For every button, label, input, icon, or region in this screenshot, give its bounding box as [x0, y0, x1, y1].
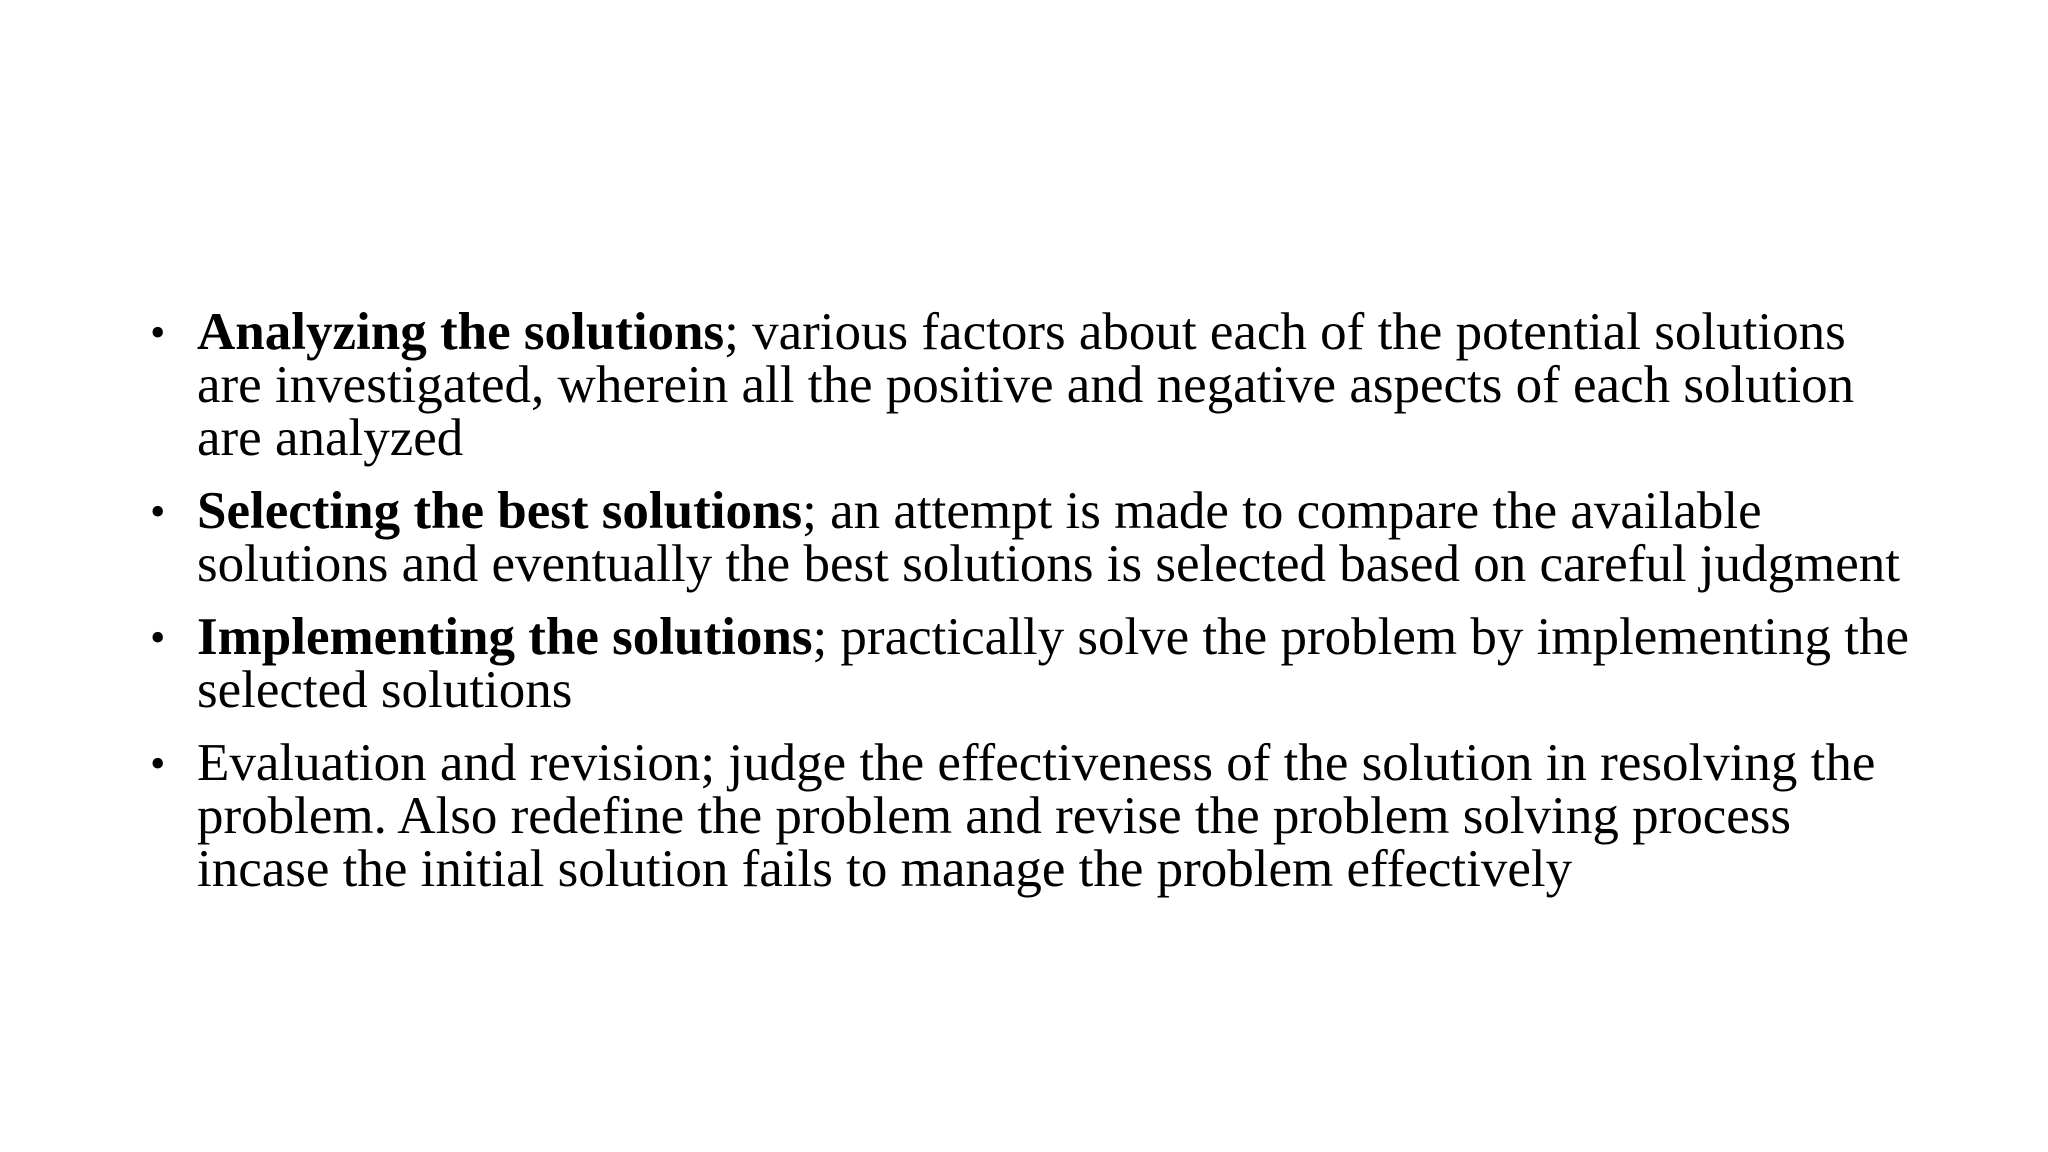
bullet-text: ; practically solve the problem by implementing the selected solutions: [197, 608, 1909, 719]
bullet-item-evaluation: [150, 734, 1920, 898]
bullet-text: ; an attempt is made to compare the available solutions and eventually the best solutions is selected based on careful judgment: [197, 482, 1900, 593]
bullet-heading: Selecting the best solutions: [197, 482, 803, 540]
bullet-icon: •: [150, 613, 166, 662]
bullet-icon: •: [150, 487, 166, 536]
bullet-item-selecting: [150, 482, 1920, 593]
bullet-icon: •: [150, 739, 166, 788]
bullet-list: [150, 303, 1920, 916]
bullet-item-analyzing: [150, 303, 1920, 467]
bullet-text: Evaluation and revision; judge the effectiveness of the solution in resolving the problem. Also redefine the problem and revise the problem solving process incase the initial solution fails to manage the problem effectively: [197, 734, 1876, 898]
bullet-icon: •: [150, 308, 166, 357]
bullet-item-implementing: [150, 608, 1920, 719]
bullet-heading: Analyzing the solutions: [197, 303, 725, 361]
bullet-text: ; various factors about each of the potential solutions are investigated, wherein all the positive and negative aspects of each solution are analyzed: [197, 303, 1855, 467]
bullet-heading: Implementing the solutions: [197, 608, 813, 666]
